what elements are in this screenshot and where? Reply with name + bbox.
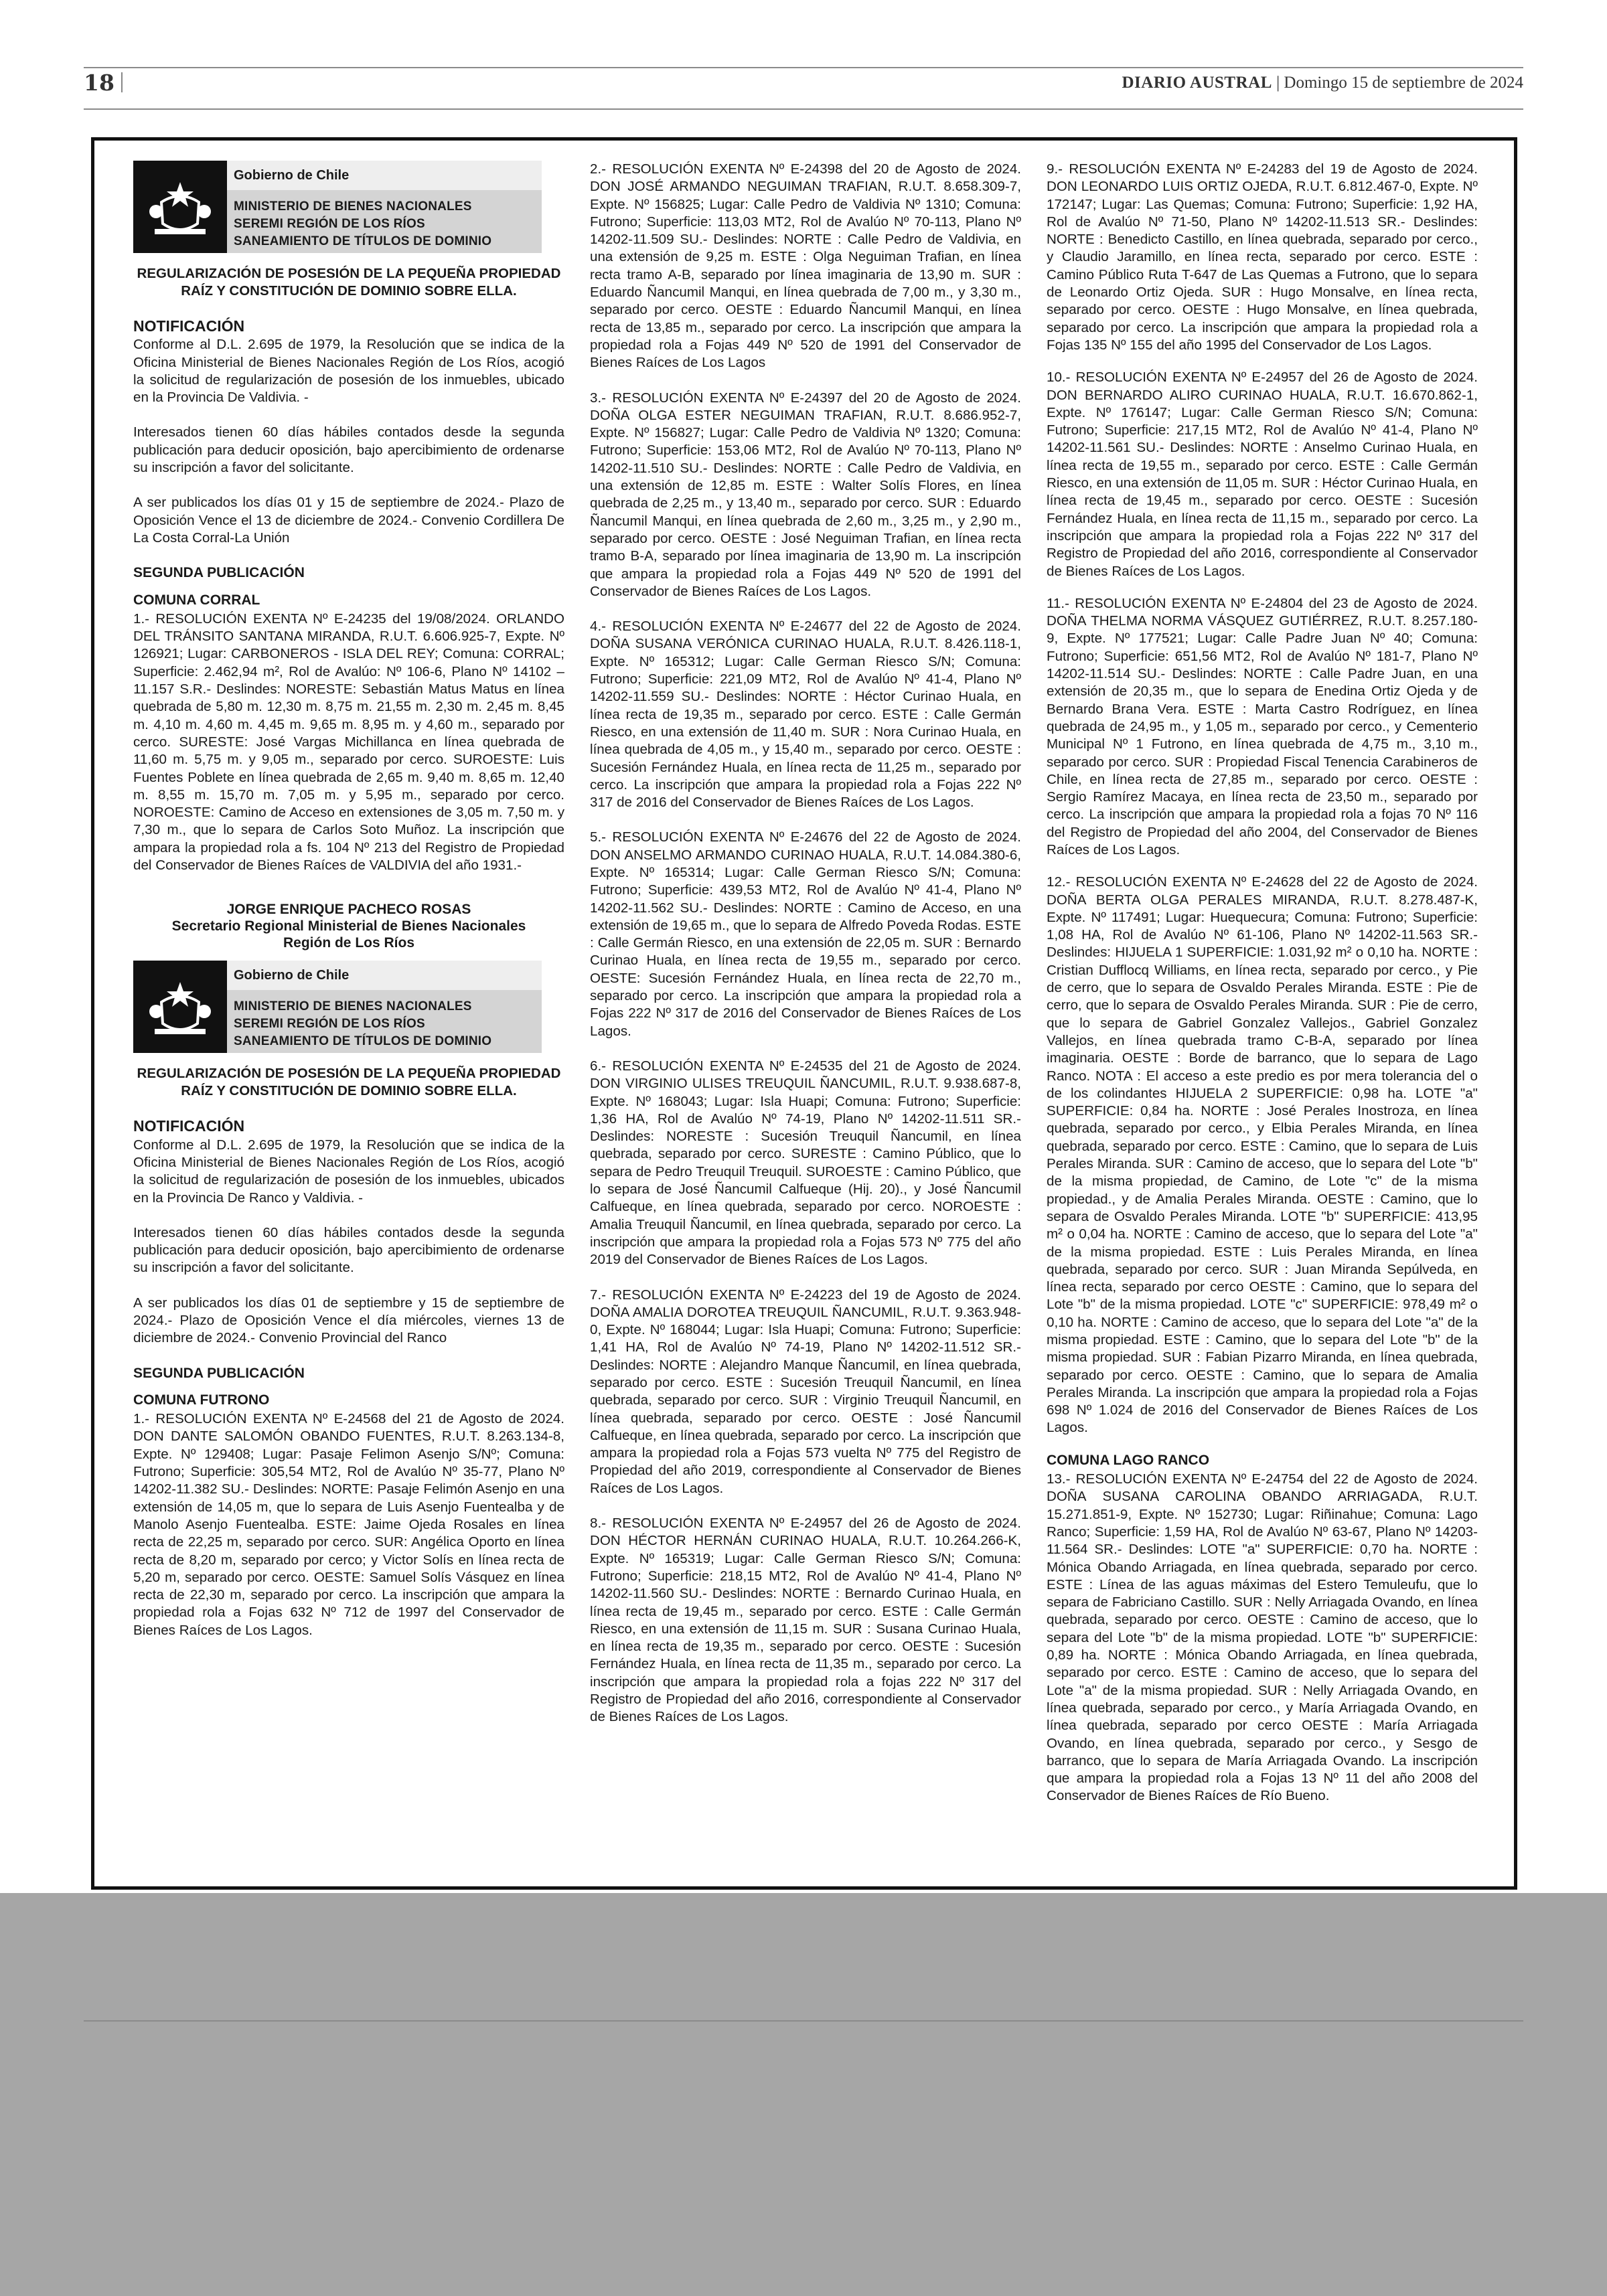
notice-dates: A ser publicados los días 01 de septiembre y 15 de septiembre de 2024.- Plazo de Oposición Vence el día miércoles, viernes 13 de diciembre de 2024.- Convenio Provincial del Ranco xyxy=(133,1295,564,1346)
legal-notice-frame xyxy=(91,137,1517,1890)
resolution-item: 1.- RESOLUCIÓN EXENTA Nº E-24568 del 21 de Agosto de 2024. DON DANTE SALOMÓN OBANDO FUENTES, R.U.T. 8.263.134-8, Expte. Nº 129408; Lugar: Pasaje Felimon Asenjo S/Nº; Comuna: Futrono; Superficie: 305,54 MT2, Rol de Avalúo Nº 35-77, Plano Nº 14202-11.382 SU.- Deslindes: NORTE: Pasaje Felimón Asenjo en una extensión de 14,05 m, que lo separa de Luis Asenjo Fuentealba y de Manolo Asenjo Fuentealba. ESTE: Jaime Ojeda Rosales en línea recta de 22,25 m, separado por cerco. SUR: Angélica Oporto en línea recta de 8,20 m, separado por cerco; y Victor Solís en línea recta de 5,20 m, separado por cerco. OESTE: Samuel Solís Vásquez en línea recta de 22,30 m, separado por cerco. La inscripción que ampara la propiedad rola a Fojas 632 Nº 712 de 1997 del Conservador de Bienes Raíces de Los Lagos. xyxy=(133,1411,564,1638)
resolution-item: 11.- RESOLUCIÓN EXENTA Nº E-24804 del 23 de Agosto de 2024. DOÑA THELMA NORMA VÁSQUEZ GUTIÉRREZ, R.U.T. 8.257.180-9, Expte. Nº 177521; Lugar: Calle Padre Juan Nº 40; Comuna: Futrono; Superficie: 651,56 MT2, Rol de Avalúo Nº 181-7, Plano Nº 14202-11.514 SU.- Deslindes: NORTE : Calle Padre Juan, en una extensión de 20,35 m., que lo separa de Enedina Ortiz Ojeda y de Bernardo Brana Vera. ESTE : Marta Castro Rodríguez, en línea quebrada de 24,95 m., y 1,05 m., separado por cerco., y Cementerio Municipal Nº 1 Futrono, en línea quebrada de 4,75 m., 3,10 m., separado por cerco. SUR : Propiedad Fiscal Tenencia Carabineros de Chile, en línea recta de 27,85 m., separado por cerco. OESTE : Sergio Ramírez Macaya, en línea recta de 23,50 m., separado por cerco. La inscripción que ampara la propiedad rola a fojas 70 Nº 116 del Registro de Propiedad del año 2004, del Conservador de Bienes Raíces de Los Lagos. xyxy=(1047,595,1478,857)
gov-name: Gobierno de Chile xyxy=(227,961,542,990)
ministry-lines xyxy=(234,198,491,250)
signer-name: JORGE ENRIQUE PACHECO ROSAS xyxy=(226,902,471,918)
section-heading: SEGUNDA PUBLICACIÓN xyxy=(133,565,305,581)
notice-title: REGULARIZACIÓN DE POSESIÓN DE LA PEQUEÑA PROPIEDAD RAÍZ Y CONSTITUCIÓN DE DOMINIO SOBRE ELLA. xyxy=(137,266,561,299)
notice-intro: Conforme al D.L. 2.695 de 1979, la Resolución que se indica de la Oficina Ministerial de Bienes Nacionales Región de Los Ríos, acogió la solicitud de regularización de posesión de los inmuebles, ubicados en la Provincia De Ranco y Valdivia. - xyxy=(133,1137,564,1206)
notification-heading: NOTIFICACIÓN xyxy=(133,1117,245,1135)
ministry-line: MINISTERIO DE BIENES NACIONALES xyxy=(234,999,472,1014)
masthead xyxy=(1122,74,1523,92)
resolution-item: 2.- RESOLUCIÓN EXENTA Nº E-24398 del 20 de Agosto de 2024. DON JOSÉ ARMANDO NEGUIMAN TRAFIAN, R.U.T. 8.658.309-7, Expte. Nº 156825; Lugar: Calle Pedro de Valdivia Nº 1310; Comuna: Futrono; Superficie: 113,03 MT2, Rol de Avalúo Nº 70-113, Plano Nº 14202-11.509 SU.- Deslindes: NORTE : Calle Pedro de Valdivia, en una extensión de 9,25 m. ESTE : Olga Neguiman Trafian, en línea recta tramo A-B, separado por línea imaginaria de 13,90 m. SUR : Eduardo Ñancumil Manqui, en línea quebrada de 7,00 m., y 3,30 m., separado por cerco. OESTE : Eduardo Ñancumil Manqui, en línea recta de 13,85 m., separado por cerco. La inscripción que ampara la propiedad rola a Fojas 449 Nº 520 de 1991 del Conservador de Bienes Raíces de Los Lagos xyxy=(590,161,1021,371)
government-banner xyxy=(133,161,542,253)
resolution-item: 6.- RESOLUCIÓN EXENTA Nº E-24535 del 21 de Agosto de 2024. DON VIRGINIO ULISES TREUQUIL ÑANCUMIL, R.U.T. 9.938.687-8, Expte. Nº 168043; Lugar: Isla Huapi; Comuna: Futrono; Superficie: 1,36 HA, Rol de Avalúo Nº 74-19, Plano Nº 14202-11.511 SR.- Deslindes: NORESTE : Sucesión Treuquil Ñancumil, en línea quebrada, separado por cerco. SURESTE : Camino Público, que lo separa de Pedro Treuquil Treuquil. SUROESTE : Camino Público, que lo separa de José Ñancumil Calfueque (Hij. 20)., y José Ñancumil Calfueque, en línea quebrada, separado por cerco. NOROESTE : Amalia Treuquil Ñancumil, en línea quebrada, separado por cerco. La inscripción que ampara la propiedad rola a Fojas 573 Nº 775 del año 2019 del Conservador de Bienes Raíces de Los Lagos. xyxy=(590,1058,1021,1268)
notice-deadline: Interesados tienen 60 días hábiles contados desde la segunda publicación para deducir oposición, bajo apercibimiento de ordenarse su inscripción a favor del solicitante. xyxy=(133,424,564,476)
comuna-heading: COMUNA CORRAL xyxy=(133,592,260,608)
resolution-item: 4.- RESOLUCIÓN EXENTA Nº E-24677 del 22 de Agosto de 2024. DOÑA SUSANA VERÓNICA CURINAO HUALA, R.U.T. 8.426.118-1, Expte. Nº 165312; Lugar: Calle German Riesco S/N; Comuna: Futrono; Superficie: 221,09 MT2, Rol de Avalúo Nº 41-4, Plano Nº 14202-11.559 SU.- Deslindes: NORTE : Héctor Curinao Huala, en línea recta de 19,35 m., separado por cerco. ESTE : Calle Germán Riesco, en una extensión de 11,40 m. SUR : Nora Curinao Huala, en línea quebrada de 4,05 m., y 15,40 m., separado por cerco. OESTE : Sucesión Fernández Huala, en línea recta de 11,25 m., separado por cerco. La inscripción que ampara la propiedad rola a Fojas 222 Nº 317 de 2016 del Conservador de Bienes Raíces de Los Lagos. xyxy=(590,619,1021,811)
notice-deadline: Interesados tienen 60 días hábiles contados desde la segunda publicación para deducir oposición, bajo apercibimiento de ordenarse su inscripción a favor del solicitante. xyxy=(133,1224,564,1276)
resolution-item: 10.- RESOLUCIÓN EXENTA Nº E-24957 del 26 de Agosto de 2024. DON BERNARDO ALIRO CURINAO HUALA, R.U.T. 16.670.862-1, Expte. Nº 176147; Lugar: Calle German Riesco S/N; Comuna: Futrono; Superficie: 217,15 MT2, Rol de Avalúo Nº 41-4, Plano Nº 14202-11.561 SU.- Deslindes: NORTE : Anselmo Curinao Huala, en línea recta de 19,55 m., separado por cerco. ESTE : Calle Germán Riesco, en una extensión de 11,05 m. SUR : Héctor Curinao Huala, en línea recta de 19,45 m., separado por cerco. OESTE : Sucesión Fernández Huala, en línea recta de 11,15 m., separado por cerco. La inscripción que ampara la propiedad rola a Fojas 222 Nº 317 del Registro de Propiedad del año 2016, correspondiente al Conservador de Bienes Raíces de Los Lagos. xyxy=(1047,370,1478,579)
resolution-item: 3.- RESOLUCIÓN EXENTA Nº E-24397 del 20 de Agosto de 2024. DOÑA OLGA ESTER NEGUIMAN TRAFIAN, R.U.T. 8.686.952-7, Expte. Nº 156827; Lugar: Calle Pedro de Valdivia Nº 1320; Comuna: Futrono; Superficie: 153,06 MT2, Rol de Avalúo Nº 70-113, Plano Nº 14202-11.510 SU.- Deslindes: NORTE : Calle Pedro de Valdivia, en una extensión de 12,85 m. ESTE : Walter Solís Flores, en línea quebrada de 2,25 m., y 13,40 m., separado por cerco. SUR : Eduardo Ñancumil Manqui, en línea quebrada de 2,60 m., 3,25 m., y 2,90 m., separado por cerco. OESTE : José Neguiman Trafian, en línea recta tramo B-A, separado por línea imaginaria de 13,90 m. La inscripción que ampara la propiedad rola a Fojas 449 Nº 520 de 1991 del Conservador de Bienes Raíces de Los Lagos. xyxy=(590,390,1021,599)
resolution-item: 13.- RESOLUCIÓN EXENTA Nº E-24754 del 22 de Agosto de 2024. DOÑA SUSANA CAROLINA OBANDO ARRIAGADA, R.U.T. 15.271.851-9, Expte. Nº 152730; Lugar: Riñinahue; Comuna: Lago Ranco; Superficie: 1,59 HA, Rol de Avalúo Nº 63-67, Plano Nº 14203-11.564 SR.- Deslindes: LOTE "a" SUPERFICIE: 0,70 ha. NORTE : Mónica Obando Arriagada, en línea quebrada, separado por cerco. ESTE : Línea de las aguas máximas del Estero Temuleufu, que lo separa de Fabriciano Castillo. SUR : Nelly Arriagada Ovando, en línea quebrada, separado por cerco. OESTE : Camino de acceso, que lo separa del Lote "b" de la misma propiedad. LOTE "b" SUPERFICIE: 0,89 ha. NORTE : Mónica Obando Arriagada, en línea quebrada, separado por cerco. ESTE : Camino de acceso, que lo separa del Lote "a" de la misma propiedad. SUR : Nelly Arriagada Ovando, en línea quebrada, separado por cerco., y María Arriagada Ovando, en línea quebrada, separado por cerco OESTE : María Arriagada Ovando, en línea quebrada, separado por cerco., y Sesgo de barranco, que lo separa de María Arriagada Ovando. La inscripción que ampara la propiedad rola a Fojas 13 Nº 11 del año 2008 del Conservador de Bienes Raíces de Río Bueno. xyxy=(1047,1471,1478,1804)
resolution-item: 5.- RESOLUCIÓN EXENTA Nº E-24676 del 22 de Agosto de 2024. DON ANSELMO ARMANDO CURINAO HUALA, R.U.T. 14.084.380-6, Expte. Nº 165314; Lugar: Calle German Riesco S/N; Comuna: Futrono; Superficie: 439,53 MT2, Rol de Avalúo Nº 41-4, Plano Nº 14202-11.562 SU.- Deslindes: NORTE : Camino de Acceso, en una extensión de 19,65 m., que lo separa de Alfredo Poveda Rodas. ESTE : Calle Germán Riesco, en una extensión de 22,05 m. SUR : Bernardo Curinao Huala, en línea recta de 19,55 m., separado por cerco. OESTE: Sucesión Fernández Huala, en línea recta de 22,70 m., separado por cerco. La inscripción que ampara la propiedad rola a Fojas 222 Nº 317 de 2016 del Conservador de Bienes Raíces de Los Lagos. xyxy=(590,829,1021,1039)
government-banner xyxy=(133,961,542,1053)
signer-title: Secretario Regional Ministerial de Bienes Nacionales xyxy=(171,918,526,934)
footer-rule xyxy=(84,2020,1523,2022)
resolution-item: 8.- RESOLUCIÓN EXENTA Nº E-24957 del 26 de Agosto de 2024. DON HÉCTOR HERNÁN CURINAO HUALA, R.U.T. 10.264.266-K, Expte. Nº 165319; Lugar: Calle German Riesco S/N; Comuna: Futrono; Superficie: 218,15 MT2, Rol de Avalúo Nº 41-4, Plano Nº 14202-11.560 SU.- Deslindes: NORTE : Bernardo Curinao Huala, en línea recta de 19,45 m., separado por cerco. ESTE : Calle Germán Riesco, en una extensión de 11,15 m. SUR : Susana Curinao Huala, en línea recta de 19,35 m., separado por cerco. OESTE : Sucesión Fernández Huala, en línea recta de 11,35 m., separado por cerco. La inscripción que ampara la propiedad rola a fojas 222 Nº 317 del Registro de Propiedad del año 2016, correspondiente al Conservador de Bienes Raíces de Los Lagos. xyxy=(590,1515,1021,1725)
signature-block xyxy=(133,901,564,951)
section-heading: SEGUNDA PUBLICACIÓN xyxy=(133,1365,305,1381)
issue-date: Domingo 15 de septiembre de 2024 xyxy=(1284,74,1523,92)
newspaper-name: DIARIO AUSTRAL xyxy=(1122,74,1272,92)
ministry-line: MINISTERIO DE BIENES NACIONALES xyxy=(234,199,472,214)
signer-region: Región de Los Ríos xyxy=(283,935,414,951)
ministry-line: SEREMI REGIÓN DE LOS RÍOS xyxy=(234,217,425,231)
column-3 xyxy=(1047,161,1478,1873)
resolution-item: 7.- RESOLUCIÓN EXENTA Nº E-24223 del 19 de Agosto de 2024. DOÑA AMALIA DOROTEA TREUQUIL ÑANCUMIL, R.U.T. 9.363.948-0, Expte. Nº 168044; Lugar: Isla Huapi; Comuna: Futrono; Superficie: 1,41 HA, Rol de Avalúo Nº 74-19, Plano Nº 14202-11.512 SR.- Deslindes: NORTE : Alejandro Manque Ñancumil, en línea quebrada, separado por cerco. ESTE : Sucesión Treuquil Ñancumil, en línea quebrada, separado por cerco. SUR : Virginio Treuquil Ñancumil, en línea quebrada, separado por cerco. OESTE : José Ñancumil Calfueque, en línea quebrada, separado por cerco. La inscripción que ampara la propiedad rola a Fojas 573 vuelta Nº 775 del Registro de Propiedad del año 2019, correspondiente al Conservador de Bienes Raíces de Los Lagos. xyxy=(590,1287,1021,1496)
resolution-item: 1.- RESOLUCIÓN EXENTA Nº E-24235 del 19/08/2024. ORLANDO DEL TRÁNSITO SANTANA MIRANDA, R.U.T. 6.606.925-7, Expte. Nº 126921; Lugar: CARBONEROS - ISLA DEL REY; Comuna: CORRAL; Superficie: 2.462,94 m², Rol de Avalúo: Nº 106-6, Plano Nº 14102 – 11.157 S.R.- Deslindes: NORESTE: Sebastián Matus Matus en línea quebrada de 5,80 m. 12,30 m. 8,75 m. 21,55 m. 2,30 m. 2,45 m. 8,45 m. 4,10 m. 4,60 m. 4,45 m. 9,65 m. 8,95 m. y 4,60 m., separado por cerco. SURESTE: José Vargas Michillanca en línea quebrada de 11,60 m. 5,75 m. y 9,05 m., separado por cerco. SUROESTE: Luis Fuentes Poblete en línea quebrada de 2,65 m. 9,40 m. 8,65 m. 12,40 m. 8,55 m. 15,70 m. 7,05 m. y 5,95 m., separado por cerco. NOROESTE: Camino de Acceso en extensiones de 3,05 m. 7,50 m. y 7,30 m., que lo separa de Carlos Soto Muñoz. La inscripción que ampara la propiedad rola a fs. 104 Nº 213 del Registro de Propiedad del Conservador de Bienes Raíces de VALDIVIA del año 1931.- xyxy=(133,610,564,874)
notice-dates: A ser publicados los días 01 y 15 de septiembre de 2024.- Plazo de Oposición Vence el 13 de diciembre de 2024.- Convenio Cordillera De La Costa Corral-La Unión xyxy=(133,495,564,546)
resolution-item: 9.- RESOLUCIÓN EXENTA Nº E-24283 del 19 de Agosto de 2024. DON LEONARDO LUIS ORTIZ OJEDA, R.U.T. 6.812.467-0, Expte. Nº 172147; Lugar: Las Quemas; Comuna: Futrono; Superficie: 1,92 HA, Rol de Avalúo Nº 71-50, Plano Nº 14202-11.513 SR.- Deslindes: NORTE : Benedicto Castillo, en línea quebrada, separado por cerco., y Claudio Jaramillo, en línea recta, separado por cerco. ESTE : Camino Público Ruta T-647 de Las Quemas a Futrono, que lo separa de Leonardo Ortiz Ojeda. SUR : Hugo Monsalve, en línea recta, separado por cerco. OESTE : Hugo Monsalve, en línea quebrada, separado por cerco. La inscripción que ampara la propiedad rola a Fojas 135 Nº 155 del año 1995 del Conservador de Los Lagos. xyxy=(1047,161,1478,353)
ministry-line: SANEAMIENTO DE TÍTULOS DE DOMINIO xyxy=(234,1034,492,1049)
notification-heading: NOTIFICACIÓN xyxy=(133,317,245,335)
resolution-item: 12.- RESOLUCIÓN EXENTA Nº E-24628 del 22 de Agosto de 2024. DOÑA BERTA OLGA PERALES MIRANDA, R.U.T. 8.278.487-K, Expte. Nº 117491; Lugar: Huequecura; Comuna: Futrono; Superficie: 1,08 HA, Rol de Avalúo Nº 61-106, Plano Nº 14202-11.563 SR.- Deslindes: HIJUELA 1 SUPERFICIE: 1.031,92 m² o 0,10 ha. NORTE : Cristian Dufflocq Williams, en línea recta, separado por cerco., y Pie de cerro, que lo separa de Osvaldo Perales Miranda. ESTE : Pie de cerro, que lo separa de Osvaldo Perales Miranda. SUR : Pie de cerro, que lo separa de Gabriel Gonzalez Vallejos., Gabriel Gonzalez Vallejos, en línea quebrada tramo C-B-A, separado por línea imaginaria. OESTE : Borde de barranco, que lo separa de Lago Ranco. NOTA : El acceso a este predio es por mera tolerancia del o de los colindantes HIJUELA 2 SUPERFICIE: 0,98 ha. LOTE "a" SUPERFICIE: 0,84 ha. NORTE : José Perales Inostroza, en línea quebrada, separado por cerco., y Elbia Perales Miranda, en línea quebrada, separado por cerco. ESTE : Camino, que lo separa de Luis Perales Miranda. SUR : Camino de acceso, que lo separa del Lote "b" de la misma propiedad, de Camino, de Lote "c" de la misma propiedad., y de Amalia Perales Miranda. OESTE : Camino, que lo separa de Osvaldo Perales Miranda. LOTE "b" SUPERFICIE: 413,95 m² o 0,04 ha. NORTE : Camino de acceso, que lo separa del Lote "a" de la misma propiedad. ESTE : Luis Perales Miranda, en línea quebrada, separado por cerco. SUR : Juan Miranda Sepúlveda, en línea recta, separado por cerco OESTE : Camino, que lo separa del Lote "b" de la misma propiedad. LOTE "c" SUPERFICIE: 978,49 m² o 0,10 ha. NORTE : Camino de acceso, que lo separa del Lote "a" de la misma propiedad. ESTE : Camino, que lo separa del Lote "b" de la misma propiedad. SUR : Fabian Pizarro Miranda, en línea quebrada, separado por cerco. OESTE : Camino, que lo separa de Amalia Perales Miranda. La inscripción que ampara la propiedad rola a Fojas 698 Nº 1.024 de 2016 del Conservador de Bienes Raíces de Los Lagos. xyxy=(1047,874,1478,1436)
page-number: 18 xyxy=(84,70,123,96)
masthead-separator: | xyxy=(1276,74,1284,92)
gov-name: Gobierno de Chile xyxy=(227,161,542,190)
comuna-heading: COMUNA FUTRONO xyxy=(133,1392,270,1408)
ministry-line: SANEAMIENTO DE TÍTULOS DE DOMINIO xyxy=(234,234,492,248)
column-1 xyxy=(133,161,564,1873)
ministry-line: SEREMI REGIÓN DE LOS RÍOS xyxy=(234,1017,425,1032)
comuna-heading: COMUNA LAGO RANCO xyxy=(1047,1452,1210,1468)
notice-title: REGULARIZACIÓN DE POSESIÓN DE LA PEQUEÑA PROPIEDAD RAÍZ Y CONSTITUCIÓN DE DOMINIO SOBRE ELLA. xyxy=(137,1066,561,1099)
notice-intro: Conforme al D.L. 2.695 de 1979, la Resolución que se indica de la Oficina Ministerial de Bienes Nacionales Región de Los Ríos, acogió la solicitud de regularización de posesión de los inmuebles, ubicado en la Provincia De Valdivia. - xyxy=(133,337,564,406)
header-rule-top xyxy=(84,67,1523,68)
chile-coat-of-arms-icon xyxy=(141,170,219,244)
column-2 xyxy=(590,161,1021,1873)
header-rule-bottom xyxy=(84,108,1523,110)
ministry-lines xyxy=(234,998,491,1050)
chile-coat-of-arms-icon xyxy=(141,970,219,1044)
